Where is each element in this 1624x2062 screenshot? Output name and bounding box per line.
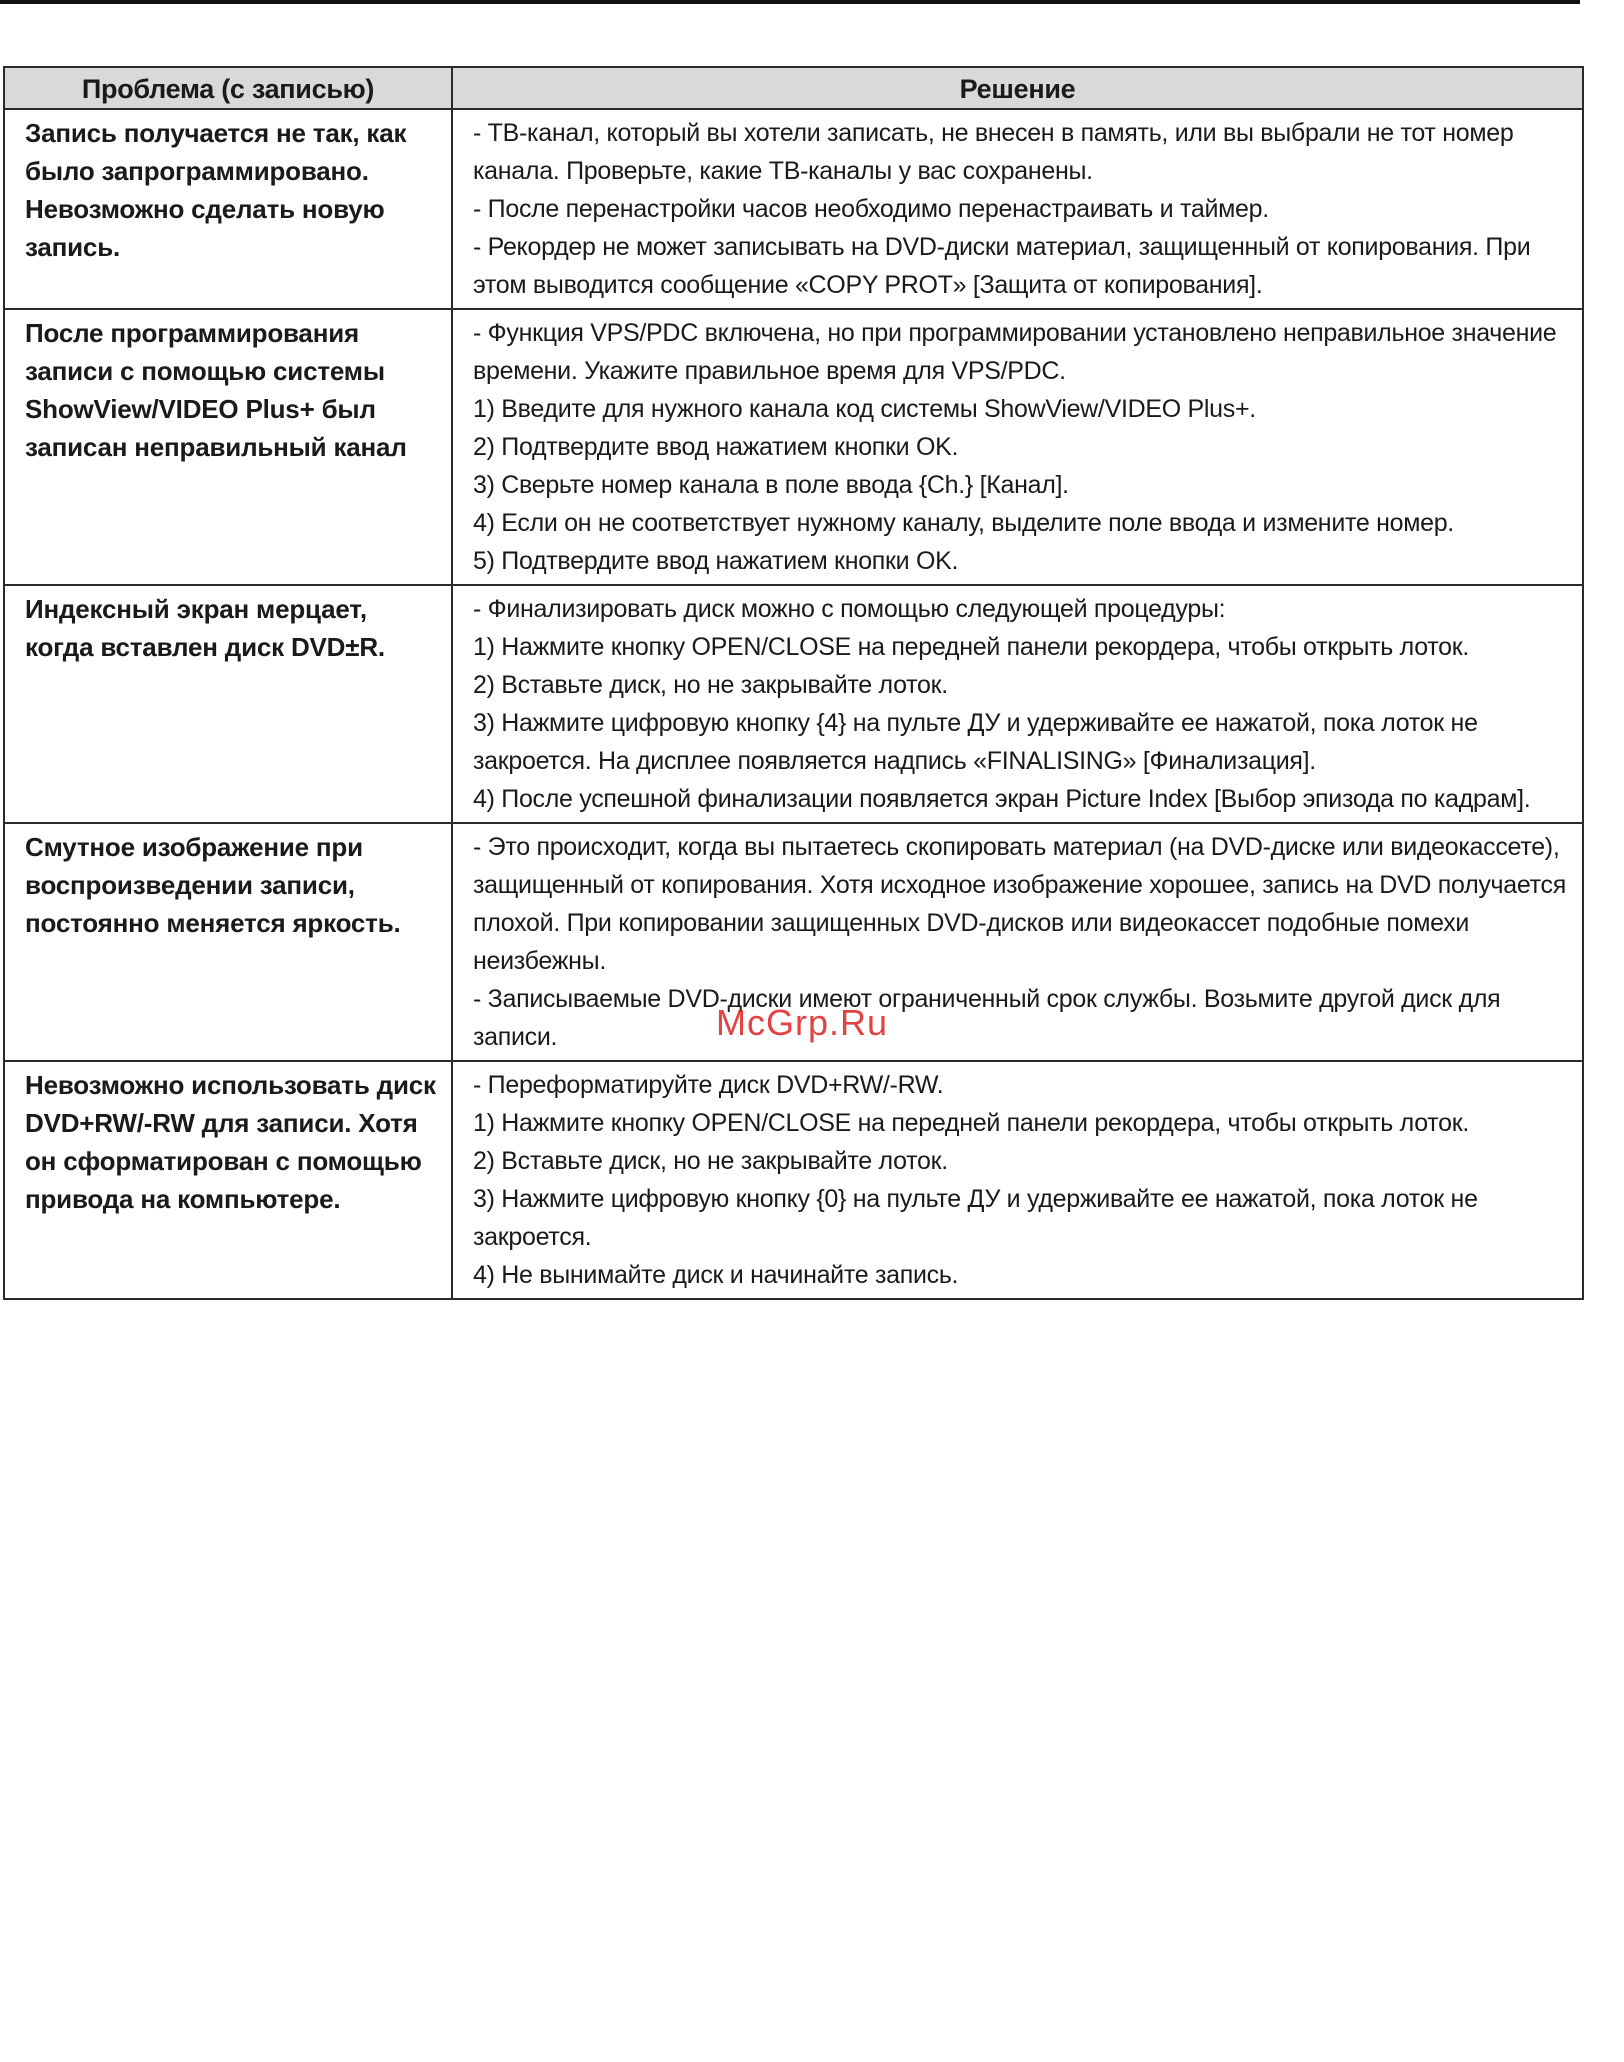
solution-line: - Переформатируйте диск DVD+RW/-RW. bbox=[473, 1071, 944, 1099]
solution-line: 2) Вставьте диск, но не закрывайте лоток. bbox=[473, 1147, 948, 1175]
table-header-row bbox=[4, 67, 1583, 109]
table-row bbox=[4, 1061, 1583, 1299]
problem-cell: После программирования записи с помощью системы ShowView/VIDEO Plus+ был записан неправильный канал bbox=[4, 309, 452, 585]
solution-line: - Финализировать диск можно с помощью следующей процедуры: bbox=[473, 595, 1226, 623]
solution-line: 3) Сверьте номер канала в поле ввода {Ch.} [Канал]. bbox=[473, 471, 1069, 499]
solution-cell bbox=[452, 585, 1583, 823]
troubleshooting-table bbox=[3, 66, 1584, 1300]
solution-line: - После перенастройки часов необходимо перенастраивать и таймер. bbox=[473, 195, 1269, 223]
problem-column-header: Проблема (с записью) bbox=[4, 67, 452, 109]
solution-line: - Функция VPS/PDC включена, но при программировании установлено неправильное значение времени. Укажите правильное время для VPS/PDC. bbox=[473, 319, 1557, 385]
solution-line: 5) Подтвердите ввод нажатием кнопки OK. bbox=[473, 547, 959, 575]
solution-line: 1) Нажмите кнопку OPEN/CLOSE на передней панели рекордера, чтобы открыть лоток. bbox=[473, 1109, 1470, 1137]
solution-line: 1) Введите для нужного канала код системы ShowView/VIDEO Plus+. bbox=[473, 395, 1256, 423]
solution-line: - Это происходит, когда вы пытаетесь скопировать материал (на DVD-диске или видеокассете), защищенный от копирования. Хотя исходное изображение хорошее, запись на DVD получается плохой. При копировании защищенных DVD-дисков или видеокассет подобные помехи неизбежны. bbox=[473, 833, 1566, 975]
table-row bbox=[4, 585, 1583, 823]
problem-cell: Индексный экран мерцает, когда вставлен диск DVD±R. bbox=[4, 585, 452, 823]
solution-cell bbox=[452, 823, 1583, 1061]
watermark: McGrp.Ru bbox=[716, 1002, 889, 1043]
solution-line: - ТВ-канал, который вы хотели записать, не внесен в память, или вы выбрали не тот номер канала. Проверьте, какие ТВ-каналы у вас сохранены. bbox=[473, 119, 1514, 185]
solution-cell bbox=[452, 109, 1583, 309]
solution-cell bbox=[452, 309, 1583, 585]
solution-line: - Записываемые DVD-диски имеют ограниченный срок службы. Возьмите другой диск для записи. bbox=[473, 985, 1501, 1051]
solution-line: - Рекордер не может записывать на DVD-диски материал, защищенный от копирования. При этом выводится сообщение «COPY PROT» [Защита от копирования]. bbox=[473, 233, 1531, 299]
top-rule bbox=[0, 0, 1580, 4]
solution-cell bbox=[452, 1061, 1583, 1299]
solution-column-header: Решение bbox=[452, 67, 1583, 109]
solution-line: 2) Вставьте диск, но не закрывайте лоток. bbox=[473, 671, 948, 699]
solution-line: 1) Нажмите кнопку OPEN/CLOSE на передней панели рекордера, чтобы открыть лоток. bbox=[473, 633, 1470, 661]
table-row bbox=[4, 109, 1583, 309]
problem-cell: Смутное изображение при воспроизведении записи, постоянно меняется яркость. bbox=[4, 823, 452, 1061]
solution-line: 4) После успешной финализации появляется экран Picture Index [Выбор эпизода по кадрам]. bbox=[473, 785, 1531, 813]
problem-cell: Невозможно использовать диск DVD+RW/-RW для записи. Хотя он сформатирован с помощью привода на компьютере. bbox=[4, 1061, 452, 1299]
table-row bbox=[4, 309, 1583, 585]
solution-line: 4) Не вынимайте диск и начинайте запись. bbox=[473, 1261, 959, 1289]
solution-line: 4) Если он не соответствует нужному каналу, выделите поле ввода и измените номер. bbox=[473, 509, 1454, 537]
solution-line: 3) Нажмите цифровую кнопку {4} на пульте ДУ и удерживайте ее нажатой, пока лоток не закроется. На дисплее появляется надпись «FINALISING» [Финализация]. bbox=[473, 709, 1478, 775]
solution-line: 3) Нажмите цифровую кнопку {0} на пульте ДУ и удерживайте ее нажатой, пока лоток не закроется. bbox=[473, 1185, 1478, 1251]
problem-cell: Запись получается не так, как было запрограммировано. Невозможно сделать новую запись. bbox=[4, 109, 452, 309]
solution-line: 2) Подтвердите ввод нажатием кнопки OK. bbox=[473, 433, 959, 461]
